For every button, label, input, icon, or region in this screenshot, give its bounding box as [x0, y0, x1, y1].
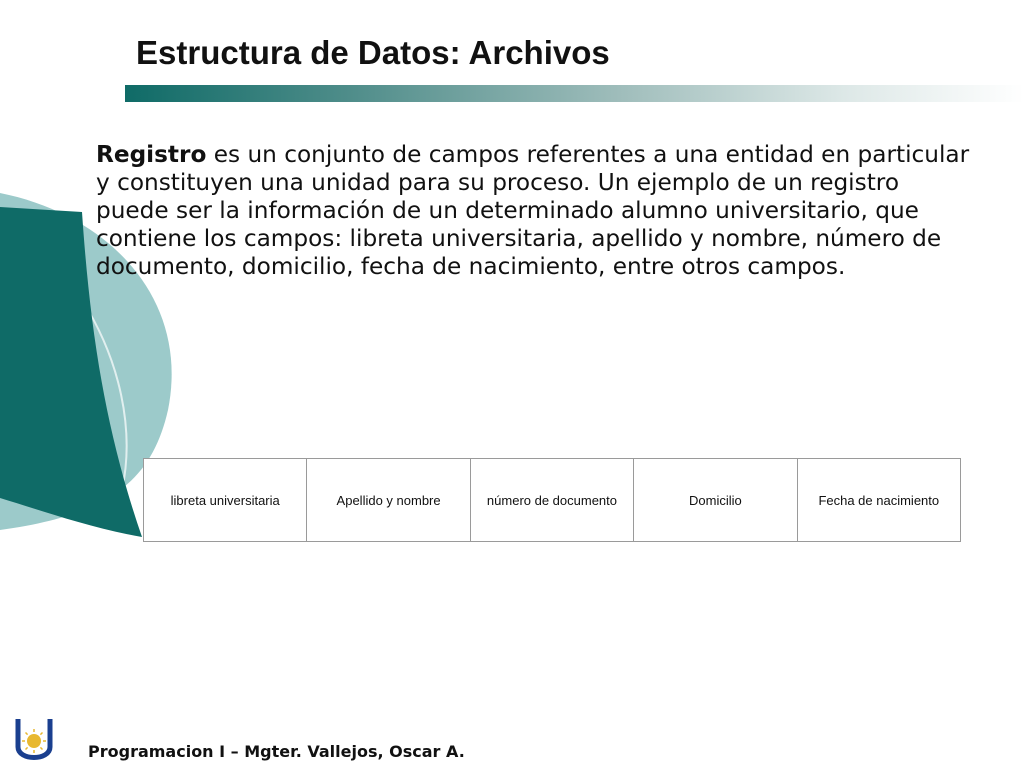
record-fields-table [143, 458, 961, 542]
registro-definition [96, 141, 976, 281]
table-row [144, 459, 961, 542]
slide-title: Estructura de Datos: Archivos [136, 34, 610, 71]
field-cell-libreta: libreta universitaria [144, 459, 307, 542]
footer-author: Programacion I – Mgter. Vallejos, Oscar A. [88, 742, 465, 761]
registro-term: Registro [96, 141, 207, 168]
field-cell-fecha-nacimiento: Fecha de nacimiento [797, 459, 960, 542]
university-logo-icon [14, 717, 54, 767]
title-underline-bar [125, 85, 1024, 102]
field-cell-domicilio: Domicilio [634, 459, 797, 542]
registro-description: es un conjunto de campos referentes a una entidad en particular y constituyen una unidad para su proceso. Un ejemplo de un registro puede ser la información de un determinado alumno universitario, que contiene los campos: libreta universitaria, apellido y nombre, número de documento, domicilio, fecha de nacimiento, entre otros campos. [96, 141, 970, 280]
field-cell-apellido-nombre: Apellido y nombre [307, 459, 470, 542]
field-cell-documento: número de documento [470, 459, 633, 542]
